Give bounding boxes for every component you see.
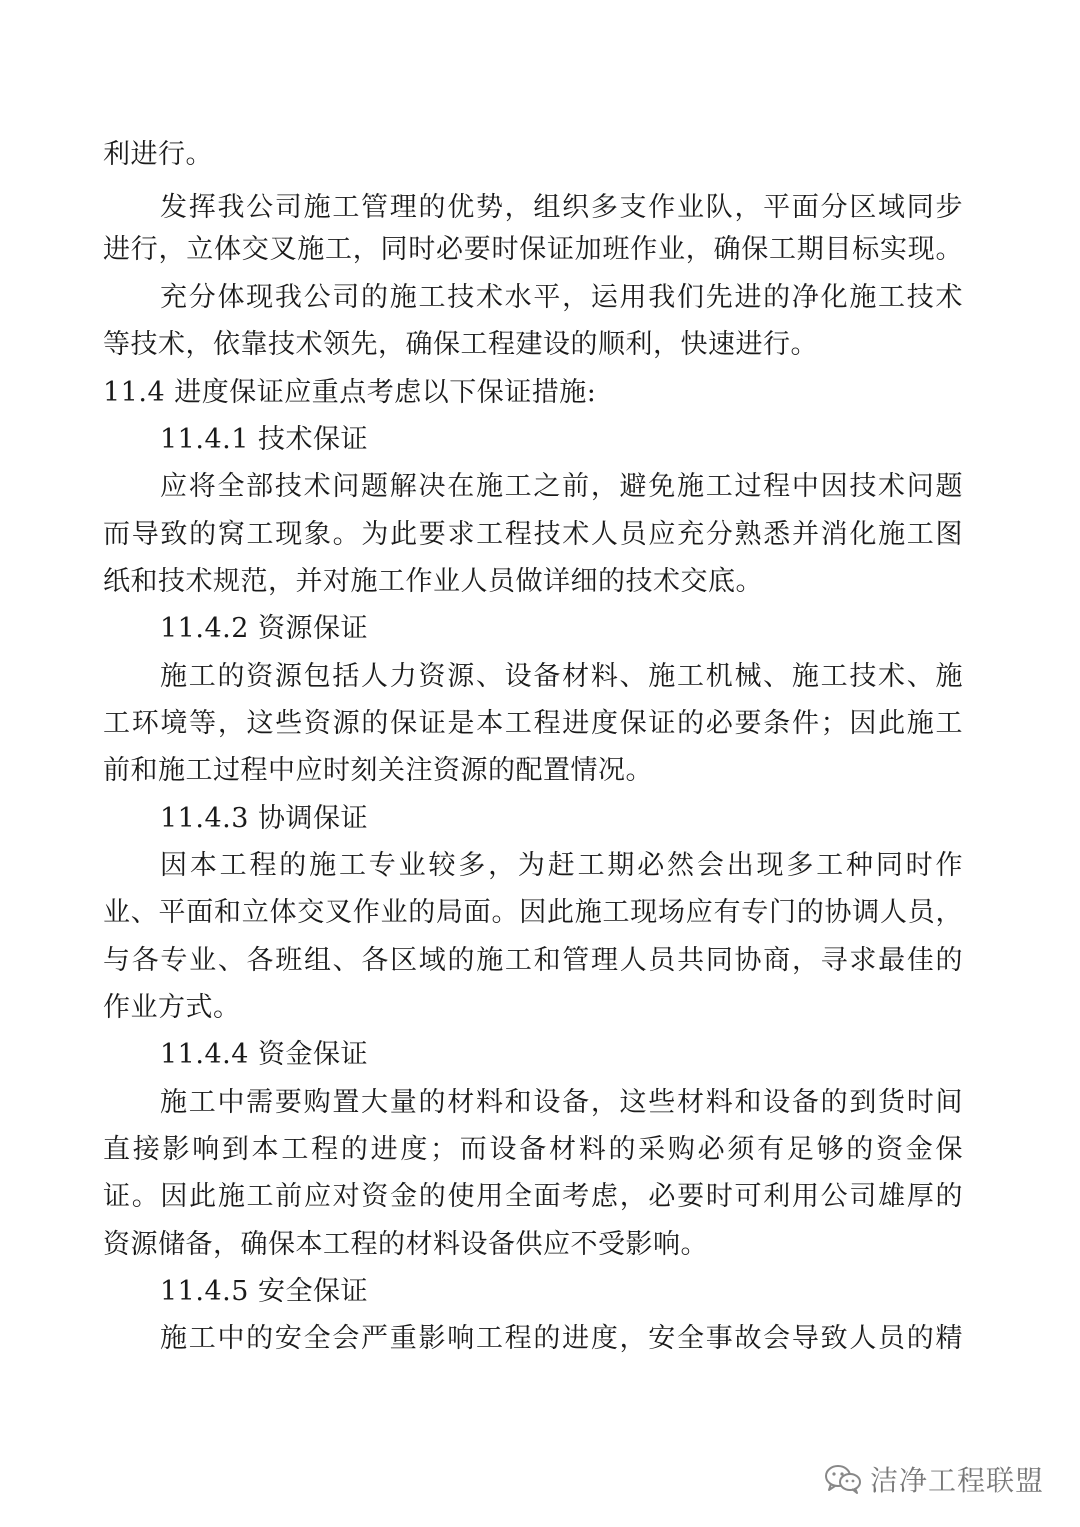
paragraph-line: 发挥我公司施工管理的优势，组织多支作业队，平面分区域同步 xyxy=(160,192,963,223)
wechat-icon xyxy=(824,1464,862,1494)
subsection-heading: 11.4.4 资金保证 xyxy=(160,1039,368,1070)
text-line: 资源储备，确保本工程的材料设备供应不受影响。 xyxy=(103,1229,708,1260)
text-line: 进行，立体交叉施工，同时必要时保证加班作业，确保工期目标实现。 xyxy=(103,234,963,265)
paragraph-line: 施工的资源包括人力资源、设备材料、施工机械、施工技术、施 xyxy=(160,661,963,692)
subsection-heading: 11.4.1 技术保证 xyxy=(160,424,368,455)
text-line: 前和施工过程中应时刻关注资源的配置情况。 xyxy=(103,755,653,786)
watermark xyxy=(824,1457,1044,1501)
paragraph-line: 因本工程的施工专业较多，为赶工期必然会出现多工种同时作 xyxy=(160,850,963,881)
text-line: 直接影响到本工程的进度；而设备材料的采购必须有足够的资金保 xyxy=(103,1134,963,1165)
section-heading: 11.4 进度保证应重点考虑以下保证措施: xyxy=(103,377,597,408)
paragraph-line: 应将全部技术问题解决在施工之前，避免施工过程中因技术问题 xyxy=(160,471,963,502)
subsection-heading: 11.4.3 协调保证 xyxy=(160,803,368,834)
paragraph-line: 施工中的安全会严重影响工程的进度，安全事故会导致人员的精 xyxy=(160,1323,963,1354)
text-line: 利进行。 xyxy=(103,139,213,170)
text-line: 作业方式。 xyxy=(103,992,241,1023)
text-line: 与各专业、各班组、各区域的施工和管理人员共同协商，寻求最佳的 xyxy=(103,945,963,976)
watermark-text: 洁净工程联盟 xyxy=(869,1464,1044,1497)
text-line: 工环境等，这些资源的保证是本工程进度保证的必要条件；因此施工 xyxy=(103,708,963,739)
paragraph-line: 充分体现我公司的施工技术水平，运用我们先进的净化施工技术 xyxy=(160,282,963,313)
subsection-heading: 11.4.2 资源保证 xyxy=(160,613,368,644)
text-line: 而导致的窝工现象。为此要求工程技术人员应充分熟悉并消化施工图 xyxy=(103,519,963,550)
text-line: 等技术，依靠技术领先，确保工程建设的顺利，快速进行。 xyxy=(103,329,818,360)
text-line: 纸和技术规范，并对施工作业人员做详细的技术交底。 xyxy=(103,566,763,597)
subsection-heading: 11.4.5 安全保证 xyxy=(160,1276,368,1307)
text-line: 业、平面和立体交叉作业的局面。因此施工现场应有专门的协调人员， xyxy=(103,897,963,928)
text-line: 证。因此施工前应对资金的使用全面考虑，必要时可利用公司雄厚的 xyxy=(103,1181,963,1212)
paragraph-line: 施工中需要购置大量的材料和设备，这些材料和设备的到货时间 xyxy=(160,1087,963,1118)
